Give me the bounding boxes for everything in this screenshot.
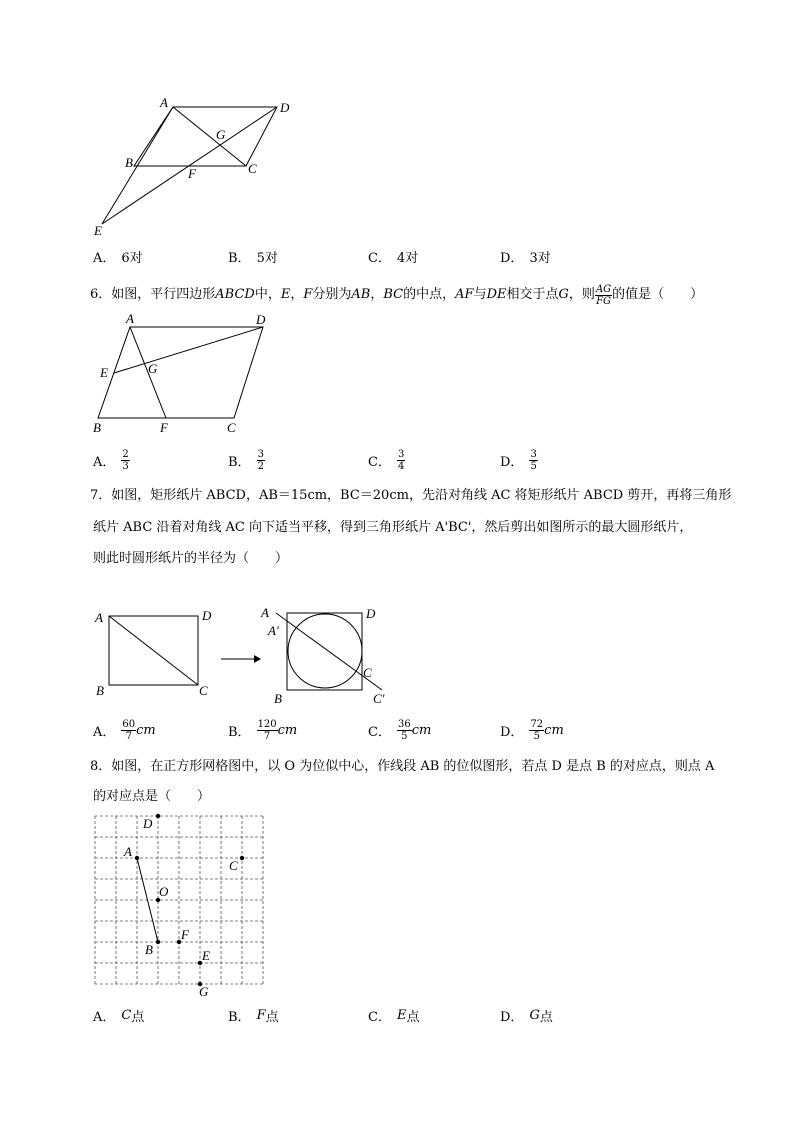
q7-option-b[interactable]: B． $\frac{120}{7}$ cm: [228, 718, 298, 742]
q6-option-c[interactable]: C． $\frac{3}{4}$: [368, 448, 405, 472]
q7-right-label-B: B: [274, 691, 282, 705]
q8-label-D: D: [143, 816, 153, 831]
q7-right-label-C: C: [363, 665, 372, 680]
q6-label-G: G: [148, 361, 158, 376]
q6-label-B: B: [93, 420, 101, 435]
q8-option-b[interactable]: B． F 点: [228, 1007, 279, 1025]
q7-right-label-D: D: [366, 606, 376, 621]
q6-option-b[interactable]: B． $\frac{3}{2}$: [228, 448, 264, 472]
q7-left-label-C: C: [199, 683, 208, 698]
q7-left-label-B: B: [96, 683, 104, 698]
q5-line-ad: [173, 107, 246, 166]
q5-figure: [85, 92, 305, 242]
q7-left-label-A: A: [95, 610, 103, 625]
q8-option-c[interactable]: C． E 点: [368, 1007, 420, 1025]
q7-option-a[interactable]: A． $\frac{60}{7}$ cm: [93, 718, 156, 742]
q6-line-ed: [114, 327, 263, 373]
q6-option-a[interactable]: A． $\frac{2}{3}$: [93, 448, 129, 472]
q7-option-d[interactable]: D． $\frac{72}{5}$ cm: [500, 718, 564, 742]
q8-point-A: [135, 856, 139, 860]
q7-diagonal-left: [109, 616, 198, 685]
q7-circle: [288, 614, 362, 688]
q6-label-C: C: [227, 420, 236, 435]
q6-fraction: $\frac{AG}{FG}$: [595, 283, 612, 307]
q6-stem: 6．如图，平行四边形 ABCD 中， E ， F 分别为 AB ， BC 的中点， AF 与 DE 相交于点 G ，则 $\frac{AG}{FG}$ 的值是（ ）: [90, 283, 704, 307]
q5-label-C: C: [248, 161, 257, 176]
q8-label-E: E: [202, 948, 210, 963]
q5-label-F: F: [188, 166, 196, 181]
q8-option-d[interactable]: D． G 点: [500, 1007, 553, 1025]
q8-options: [93, 1001, 733, 1029]
q5-label-E: E: [94, 223, 102, 238]
q8-point-D: [156, 814, 160, 818]
q7-options: [93, 716, 733, 744]
q5-label-G: G: [216, 127, 226, 142]
q7-right-label-A: A: [261, 605, 269, 620]
q5-label-D: D: [280, 100, 290, 115]
q7-right-label-A1: A′: [268, 623, 279, 638]
q8-option-a[interactable]: A． C 点: [93, 1007, 145, 1025]
q7-left-label-D: D: [202, 608, 212, 623]
q5-option-a[interactable]: A． 6对: [93, 250, 143, 266]
q6-label-E: E: [100, 365, 108, 380]
q8-point-B: [156, 940, 160, 944]
q6-label-D: D: [256, 312, 266, 327]
q8-label-C: C: [229, 858, 238, 873]
q7-line3: 则此时圆形纸片的半径为（ ）: [93, 551, 289, 566]
q5-option-b[interactable]: B． 5对: [228, 250, 278, 266]
q6-options: [93, 446, 733, 474]
q8-line2: 的对应点是（ ）: [93, 789, 211, 804]
q8-figure: [88, 808, 273, 1003]
q7-figure: [88, 600, 398, 705]
q6-figure: [88, 310, 278, 440]
q8-label-B: B: [145, 942, 153, 957]
q7-option-c[interactable]: C． $\frac{36}{5}$ cm: [368, 718, 432, 742]
q6-parallelogram: [98, 327, 263, 418]
q8-label-F: F: [181, 927, 189, 942]
q5-label-B: B: [125, 155, 133, 170]
q6-label-A: A: [126, 311, 134, 326]
q6-label-F: F: [160, 420, 168, 435]
q7-arrow-head: [254, 655, 261, 663]
q8-point-C: [240, 856, 244, 860]
q6-option-d[interactable]: D． $\frac{3}{5}$: [500, 448, 537, 472]
q5-option-c[interactable]: C． 4对: [368, 250, 419, 266]
q8-label-A: A: [124, 844, 132, 859]
q8-grid: [95, 816, 263, 984]
q7-line1: 7．如图，矩形纸片 ABCD，AB＝15cm，BC＝20cm，先沿对角线 AC 将矩形纸片 ABCD 剪开，再将三角形: [90, 488, 732, 503]
q5-options: [93, 242, 733, 270]
q7-right-label-C1: C′: [373, 691, 385, 705]
q7-line2: 纸片 ABC 沿着对角线 AC 向下适当平移，得到三角形纸片 A'BC'，然后剪出如图所示的最大圆形纸片，: [93, 520, 693, 535]
q5-option-d[interactable]: D． 3对: [500, 250, 551, 266]
q8-line1: 8．如图，在正方形网格图中，以 O 为位似中心，作线段 AB 的位似图形，若点 D 是点 B 的对应点，则点 A: [90, 759, 715, 774]
q8-label-G: G: [199, 984, 209, 999]
q5-label-A: A: [160, 95, 168, 110]
q8-label-O: O: [159, 884, 169, 899]
